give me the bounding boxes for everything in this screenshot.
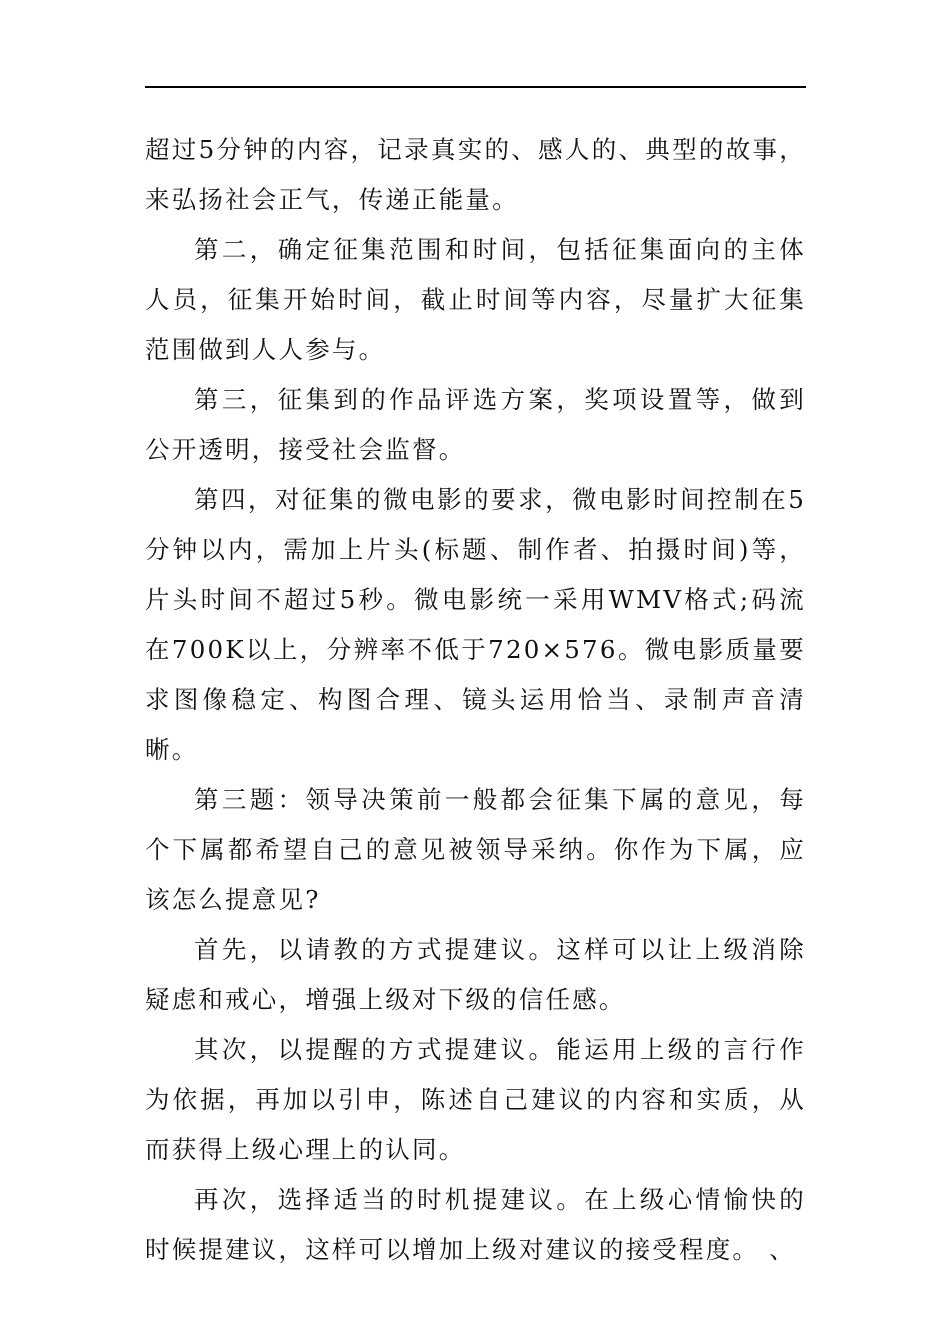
paragraph-third-point: 第三，征集到的作品评选方案，奖项设置等，做到公开透明，接受社会监督。	[145, 385, 806, 464]
paragraph-third-advice: 再次，选择适当的时机提建议。在上级心情愉快的时候提建议，这样可以增加上级对建议的接受程度。 、	[145, 1185, 806, 1264]
header-rule	[145, 86, 806, 88]
paragraph-fourth-point: 第四，对征集的微电影的要求，微电影时间控制在5分钟以内，需加上片头(标题、制作者、拍摄时间)等，片头时间不超过5秒。微电影统一采用WMV格式;码流在700K以上，分辨率不低于720×576。微电影质量要求图像稳定、构图合理、镜头运用恰当、录制声音清晰。	[145, 485, 806, 764]
paragraph-first-advice: 首先，以请教的方式提建议。这样可以让上级消除疑虑和戒心，增强上级对下级的信任感。	[145, 935, 806, 1014]
body-text	[145, 125, 806, 1275]
paragraph-question-three: 第三题：领导决策前一般都会征集下属的意见，每个下属都希望自己的意见被领导采纳。你作为下属，应该怎么提意见?	[145, 785, 806, 914]
paragraph-second-point: 第二，确定征集范围和时间，包括征集面向的主体人员，征集开始时间，截止时间等内容，尽量扩大征集范围做到人人参与。	[145, 235, 806, 364]
paragraph-continuation: 超过5分钟的内容，记录真实的、感人的、典型的故事，来弘扬社会正气，传递正能量。	[145, 135, 806, 214]
paragraph-second-advice: 其次，以提醒的方式提建议。能运用上级的言行作为依据，再加以引申，陈述自己建议的内容和实质，从而获得上级心理上的认同。	[145, 1035, 806, 1164]
